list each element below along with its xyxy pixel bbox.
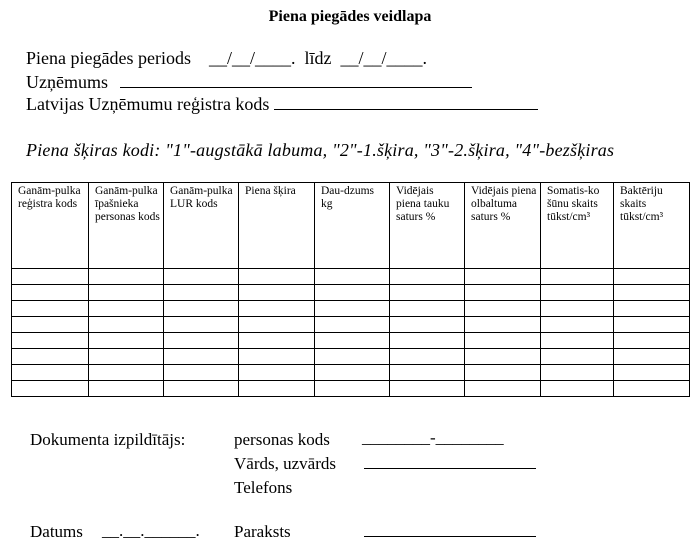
register-field[interactable] bbox=[274, 95, 538, 110]
table-cell[interactable] bbox=[239, 317, 315, 333]
table-cell[interactable] bbox=[390, 285, 465, 301]
table-cell[interactable] bbox=[164, 365, 239, 381]
column-header: Baktēriju skaits tūkst/cm³ bbox=[614, 183, 690, 269]
table-cell[interactable] bbox=[315, 269, 390, 285]
table-row bbox=[12, 365, 690, 381]
date-label: Datums bbox=[30, 522, 83, 541]
table-cell[interactable] bbox=[465, 285, 541, 301]
period-to-field[interactable]: __/__/____. bbox=[340, 48, 427, 68]
date-field[interactable]: __.__.______. bbox=[102, 521, 200, 540]
table-cell[interactable] bbox=[12, 349, 89, 365]
name-field[interactable] bbox=[364, 456, 536, 469]
personal-code-field[interactable]: ________-________ bbox=[362, 428, 504, 447]
table-cell[interactable] bbox=[541, 333, 614, 349]
table-header-row bbox=[12, 183, 690, 269]
table-cell[interactable] bbox=[239, 365, 315, 381]
table-cell[interactable] bbox=[89, 365, 164, 381]
table-cell[interactable] bbox=[164, 381, 239, 397]
table-row bbox=[12, 333, 690, 349]
column-header: Piena šķira bbox=[239, 183, 315, 269]
period-row bbox=[26, 48, 427, 69]
column-header: Vidējais piena tauku saturs % bbox=[390, 183, 465, 269]
table-cell[interactable] bbox=[12, 301, 89, 317]
table-cell[interactable] bbox=[12, 381, 89, 397]
table-cell[interactable] bbox=[465, 269, 541, 285]
table-cell[interactable] bbox=[89, 333, 164, 349]
table-cell[interactable] bbox=[89, 317, 164, 333]
register-label: Latvijas Uzņēmumu reģistra kods bbox=[26, 94, 270, 114]
form-title: Piena piegādes veidlapa bbox=[268, 8, 432, 25]
table-body bbox=[12, 269, 690, 397]
personal-code-label: personas kods bbox=[234, 430, 330, 449]
table-cell[interactable] bbox=[12, 285, 89, 301]
column-header: Dau-dzums kg bbox=[315, 183, 390, 269]
table-cell[interactable] bbox=[465, 349, 541, 365]
table-cell[interactable] bbox=[315, 285, 390, 301]
period-label: Piena piegādes periods bbox=[26, 48, 191, 68]
table-cell[interactable] bbox=[89, 349, 164, 365]
signature-field[interactable] bbox=[364, 524, 536, 537]
table-cell[interactable] bbox=[465, 317, 541, 333]
table-row bbox=[12, 285, 690, 301]
company-field[interactable] bbox=[120, 73, 472, 88]
table-cell[interactable] bbox=[614, 301, 690, 317]
table-cell[interactable] bbox=[164, 333, 239, 349]
table-cell[interactable] bbox=[614, 269, 690, 285]
column-header: Vidējais piena olbaltuma saturs % bbox=[465, 183, 541, 269]
table-row bbox=[12, 381, 690, 397]
table-cell[interactable] bbox=[390, 317, 465, 333]
company-row bbox=[26, 72, 472, 93]
column-header: Ganām-pulka LUR kods bbox=[164, 183, 239, 269]
phone-label: Telefons bbox=[234, 478, 293, 497]
table-cell[interactable] bbox=[239, 269, 315, 285]
table-cell[interactable] bbox=[541, 381, 614, 397]
table-cell[interactable] bbox=[164, 269, 239, 285]
table-cell[interactable] bbox=[239, 285, 315, 301]
table-cell[interactable] bbox=[541, 349, 614, 365]
table-cell[interactable] bbox=[541, 365, 614, 381]
table-cell[interactable] bbox=[614, 365, 690, 381]
table-cell[interactable] bbox=[614, 349, 690, 365]
table-cell[interactable] bbox=[89, 381, 164, 397]
table-cell[interactable] bbox=[614, 333, 690, 349]
column-header: Ganām-pulka reģistra kods bbox=[12, 183, 89, 269]
signature-label: Paraksts bbox=[234, 522, 291, 541]
table-cell[interactable] bbox=[541, 269, 614, 285]
table-cell[interactable] bbox=[315, 301, 390, 317]
table-cell[interactable] bbox=[164, 349, 239, 365]
table-cell[interactable] bbox=[465, 333, 541, 349]
table-cell[interactable] bbox=[390, 381, 465, 397]
table-cell[interactable] bbox=[12, 333, 89, 349]
table-cell[interactable] bbox=[390, 333, 465, 349]
table-cell[interactable] bbox=[89, 269, 164, 285]
table-cell[interactable] bbox=[164, 301, 239, 317]
column-header: Ganām-pulka īpašnieka personas kods bbox=[89, 183, 164, 269]
column-header: Somatis-ko šūnu skaits tūkst/cm³ bbox=[541, 183, 614, 269]
table-cell[interactable] bbox=[89, 301, 164, 317]
table-cell[interactable] bbox=[390, 269, 465, 285]
table-cell[interactable] bbox=[12, 365, 89, 381]
table-cell[interactable] bbox=[12, 269, 89, 285]
table-cell[interactable] bbox=[390, 349, 465, 365]
table-cell[interactable] bbox=[390, 301, 465, 317]
table-cell[interactable] bbox=[164, 285, 239, 301]
table-row bbox=[12, 349, 690, 365]
period-from-field[interactable]: __/__/____. bbox=[208, 48, 296, 68]
delivery-table bbox=[11, 182, 690, 397]
table-row bbox=[12, 301, 690, 317]
table-cell[interactable] bbox=[614, 285, 690, 301]
table-cell[interactable] bbox=[239, 333, 315, 349]
executor-label: Dokumenta izpildītājs: bbox=[30, 430, 186, 449]
table-cell[interactable] bbox=[315, 365, 390, 381]
table-cell[interactable] bbox=[465, 365, 541, 381]
table-cell[interactable] bbox=[315, 317, 390, 333]
table-row bbox=[12, 317, 690, 333]
table-cell[interactable] bbox=[541, 301, 614, 317]
table-cell[interactable] bbox=[239, 301, 315, 317]
register-row bbox=[26, 94, 538, 115]
table-cell[interactable] bbox=[315, 349, 390, 365]
company-label: Uzņēmums bbox=[26, 72, 108, 92]
table-cell[interactable] bbox=[465, 301, 541, 317]
table-cell[interactable] bbox=[465, 381, 541, 397]
table-row bbox=[12, 269, 690, 285]
table-cell[interactable] bbox=[541, 285, 614, 301]
table-cell[interactable] bbox=[614, 381, 690, 397]
table-cell[interactable] bbox=[239, 381, 315, 397]
name-label: Vārds, uzvārds bbox=[234, 454, 336, 473]
grade-codes-note: Piena šķiras kodi: "1"-augstākā labuma, "2"-1.šķira, "3"-2.šķira, "4"-bezšķiras bbox=[26, 140, 615, 160]
table-cell[interactable] bbox=[12, 317, 89, 333]
table-cell[interactable] bbox=[315, 333, 390, 349]
table-cell[interactable] bbox=[315, 381, 390, 397]
table-cell[interactable] bbox=[89, 285, 164, 301]
table-cell[interactable] bbox=[541, 317, 614, 333]
table-cell[interactable] bbox=[614, 317, 690, 333]
table-cell[interactable] bbox=[164, 317, 239, 333]
table-cell[interactable] bbox=[390, 365, 465, 381]
period-until-word: līdz bbox=[304, 48, 332, 68]
table-cell[interactable] bbox=[239, 349, 315, 365]
